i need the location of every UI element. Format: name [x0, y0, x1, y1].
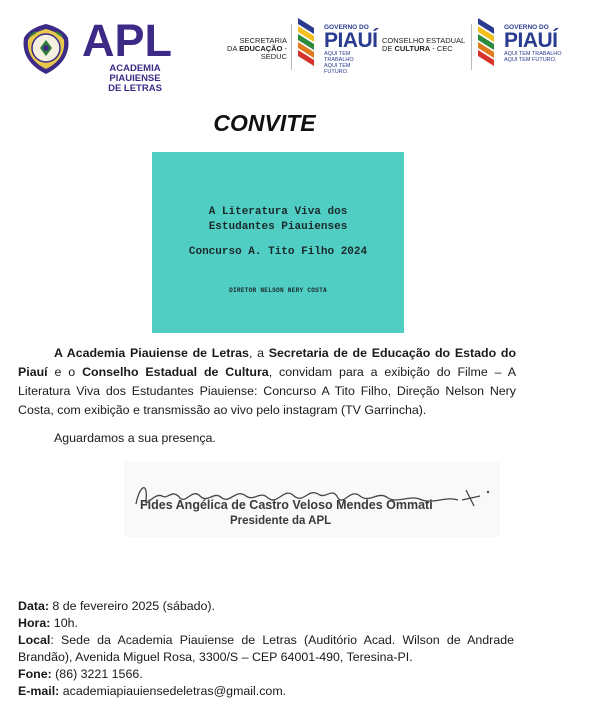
handwritten-signature [128, 470, 498, 520]
signatory-role: Presidente da APL [230, 515, 332, 527]
seduc-label: SECRETARIA DA EDUCAÇÃO - SEDUC [226, 36, 287, 61]
detail-location: Local: Sede da Academia Piauiense de Letras (Auditório Acad. Wilson de Andrade Brandão), Avenida Miguel Rosa, 3300/S – CEP 64001-490, Teresina-PI. [18, 633, 514, 664]
detail-time: Hora: 10h. [18, 616, 78, 630]
cec-label: CONSELHO ESTADUAL DE CULTURA - CEC [382, 36, 466, 53]
detail-date: Data: 8 de fevereiro 2025 (sábado). [18, 599, 215, 613]
event-details [18, 598, 514, 700]
poster-title-line-1: A Literatura Viva dos [208, 206, 348, 218]
poster-contest: Concurso A. Tito Filho 2024 [188, 246, 368, 258]
invitation-paragraph: A Academia Piauiense de Letras, a Secretaria de de Educação do Estado do Piauí e o Conselho Estadual de Cultura, convidam para a exibição do Filme – A Literatura Viva dos Estudantes Piauiense: Concurso A Tito Filho, Direção Nelson Nery Costa, com exibição e transmissão ao vivo pelo instagram (TV Garrincha). [18, 346, 517, 417]
apl-seal-logo [20, 22, 72, 76]
page-title: CONVITE [213, 110, 316, 136]
poster-title-line-2: Estudantes Piauienses [208, 221, 348, 233]
closing-line: Aguardamos a sua presença. [54, 431, 216, 445]
film-poster [152, 152, 404, 333]
poster-director: DIRETOR NELSON NERY COSTA [229, 287, 327, 294]
governo-piaui-logo-1: GOVERNO DO PIAUÍ AQUI TEM TRABALHO AQUI TEM FUTURO. [324, 24, 378, 75]
piaui-stripes-icon-2 [472, 14, 502, 74]
piaui-stripes-icon [292, 14, 322, 74]
governo-piaui-logo-2: GOVERNO DO PIAUÍ AQUI TEM TRABALHO AQUI TEM FUTURO. [504, 24, 562, 63]
apl-logo-text: APL [82, 15, 172, 66]
signatory-name: Fides Angélica de Castro Veloso Mendes Ommati [140, 498, 433, 512]
detail-phone: Fone: (86) 3221 1566. [18, 667, 143, 681]
apl-subtitle: ACADEMIA PIAUIENSE DE LETRAS [108, 63, 162, 94]
detail-email: E-mail: academiapiauiensedeletras@gmail.com. [18, 684, 287, 698]
